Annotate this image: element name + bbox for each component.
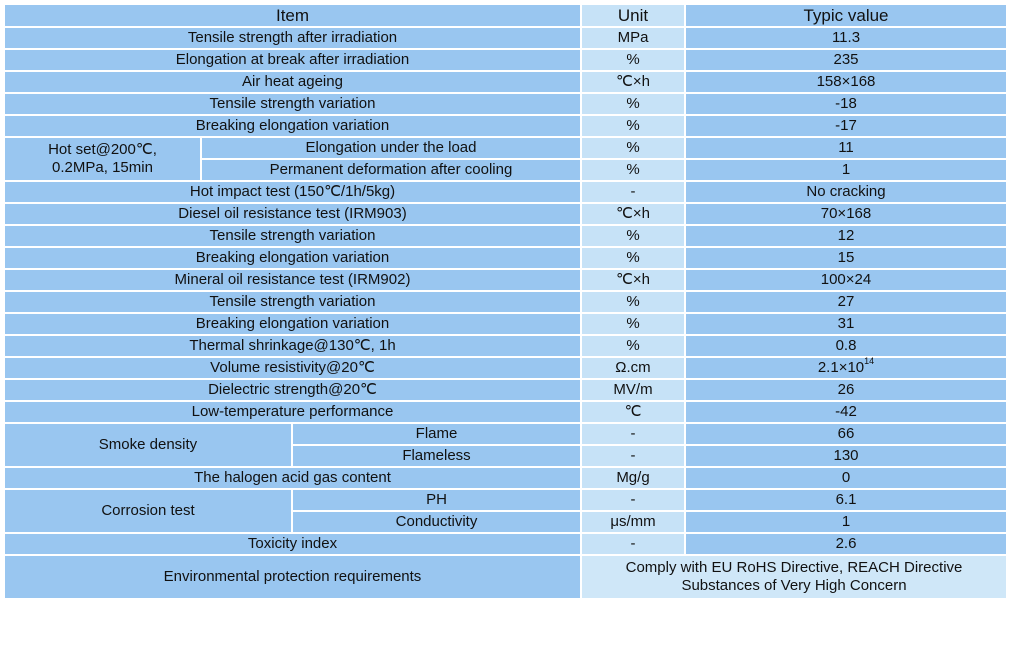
row-value: No cracking bbox=[685, 181, 1007, 203]
row-value: 235 bbox=[685, 49, 1007, 71]
row-unit: % bbox=[581, 115, 685, 137]
table-row bbox=[4, 93, 1007, 115]
table-header bbox=[4, 4, 1007, 27]
row-value: 2.6 bbox=[685, 533, 1007, 555]
row-value: 70×168 bbox=[685, 203, 1007, 225]
row-unit: - bbox=[581, 533, 685, 555]
table-row bbox=[4, 49, 1007, 71]
table-row bbox=[4, 71, 1007, 93]
row-value: 1 bbox=[685, 159, 1007, 181]
row-label: Tensile strength variation bbox=[4, 93, 581, 115]
table-row bbox=[4, 423, 1007, 445]
row-label: Hot impact test (150℃/1h/5kg) bbox=[4, 181, 581, 203]
table-row bbox=[4, 181, 1007, 203]
row-unit: Mg/g bbox=[581, 467, 685, 489]
row-value: 100×24 bbox=[685, 269, 1007, 291]
table-row bbox=[4, 467, 1007, 489]
row-label: Dielectric strength@20℃ bbox=[4, 379, 581, 401]
row-value: 0.8 bbox=[685, 335, 1007, 357]
row-label: Volume resistivity@20℃ bbox=[4, 357, 581, 379]
row-value: 6.1 bbox=[685, 489, 1007, 511]
row-unit: % bbox=[581, 291, 685, 313]
row-value: -42 bbox=[685, 401, 1007, 423]
table-row bbox=[4, 115, 1007, 137]
row-unit: ℃ bbox=[581, 401, 685, 423]
table-row bbox=[4, 225, 1007, 247]
table-row bbox=[4, 489, 1007, 511]
row-unit: - bbox=[581, 445, 685, 467]
row-value: -18 bbox=[685, 93, 1007, 115]
row-value: 130 bbox=[685, 445, 1007, 467]
row-value: 158×168 bbox=[685, 71, 1007, 93]
row-value bbox=[685, 357, 1007, 379]
row-unit: Ω.cm bbox=[581, 357, 685, 379]
table-row bbox=[4, 203, 1007, 225]
row-label: Toxicity index bbox=[4, 533, 581, 555]
row-value: 11.3 bbox=[685, 27, 1007, 49]
row-unit: MPa bbox=[581, 27, 685, 49]
value-base: 2.1×10 bbox=[817, 359, 865, 376]
table-row bbox=[4, 379, 1007, 401]
row-label: Mineral oil resistance test (IRM902) bbox=[4, 269, 581, 291]
hot-set-label-line1: Hot set@200℃, bbox=[48, 141, 157, 158]
row-label: Diesel oil resistance test (IRM903) bbox=[4, 203, 581, 225]
table-row bbox=[4, 401, 1007, 423]
row-value: 26 bbox=[685, 379, 1007, 401]
table-row bbox=[4, 27, 1007, 49]
spec-table-container bbox=[3, 3, 1008, 600]
row-unit: μs/mm bbox=[581, 511, 685, 533]
row-label: Breaking elongation variation bbox=[4, 115, 581, 137]
row-unit: - bbox=[581, 489, 685, 511]
row-label: Elongation at break after irradiation bbox=[4, 49, 581, 71]
row-unit: - bbox=[581, 181, 685, 203]
row-value: 31 bbox=[685, 313, 1007, 335]
table-row bbox=[4, 313, 1007, 335]
row-value: 15 bbox=[685, 247, 1007, 269]
row-unit: % bbox=[581, 225, 685, 247]
row-unit: ℃×h bbox=[581, 71, 685, 93]
row-label: Conductivity bbox=[292, 511, 581, 533]
row-label: Tensile strength after irradiation bbox=[4, 27, 581, 49]
row-label: Flame bbox=[292, 423, 581, 445]
table-row bbox=[4, 533, 1007, 555]
hot-set-label bbox=[4, 137, 201, 181]
row-unit: ℃×h bbox=[581, 269, 685, 291]
row-label: Breaking elongation variation bbox=[4, 313, 581, 335]
smoke-density-label: Smoke density bbox=[4, 423, 292, 467]
table-row bbox=[4, 269, 1007, 291]
row-unit: - bbox=[581, 423, 685, 445]
row-unit: MV/m bbox=[581, 379, 685, 401]
row-value: 11 bbox=[685, 137, 1007, 159]
table-row bbox=[4, 137, 1007, 159]
row-unit: % bbox=[581, 49, 685, 71]
header-unit: Unit bbox=[581, 4, 685, 27]
row-unit: % bbox=[581, 137, 685, 159]
row-value: 27 bbox=[685, 291, 1007, 313]
header-item: Item bbox=[4, 4, 581, 27]
table-row bbox=[4, 291, 1007, 313]
table-row bbox=[4, 247, 1007, 269]
row-unit: % bbox=[581, 247, 685, 269]
row-unit: % bbox=[581, 159, 685, 181]
row-label: Elongation under the load bbox=[201, 137, 581, 159]
row-label: Environmental protection requirements bbox=[4, 555, 581, 599]
row-label: Permanent deformation after cooling bbox=[201, 159, 581, 181]
row-value: 12 bbox=[685, 225, 1007, 247]
env-value-line2: Substances of Very High Concern bbox=[681, 577, 907, 594]
row-label: Air heat ageing bbox=[4, 71, 581, 93]
table-row bbox=[4, 357, 1007, 379]
value-exponent: 14 bbox=[864, 356, 875, 366]
row-label: PH bbox=[292, 489, 581, 511]
hot-set-label-line2: 0.2MPa, 15min bbox=[52, 159, 153, 176]
corrosion-test-label: Corrosion test bbox=[4, 489, 292, 533]
table-row bbox=[4, 335, 1007, 357]
row-unit: ℃×h bbox=[581, 203, 685, 225]
row-value: 66 bbox=[685, 423, 1007, 445]
row-label: Tensile strength variation bbox=[4, 291, 581, 313]
env-value-line1: Comply with EU RoHS Directive, REACH Directive bbox=[625, 559, 963, 576]
row-label: Breaking elongation variation bbox=[4, 247, 581, 269]
row-label: Flameless bbox=[292, 445, 581, 467]
spec-table bbox=[3, 3, 1008, 600]
row-label: The halogen acid gas content bbox=[4, 467, 581, 489]
row-value: -17 bbox=[685, 115, 1007, 137]
row-unit: % bbox=[581, 93, 685, 115]
row-label: Low-temperature performance bbox=[4, 401, 581, 423]
row-unit: % bbox=[581, 313, 685, 335]
row-label: Thermal shrinkage@130℃, 1h bbox=[4, 335, 581, 357]
row-value: 0 bbox=[685, 467, 1007, 489]
row-label: Tensile strength variation bbox=[4, 225, 581, 247]
header-value: Typic value bbox=[685, 4, 1007, 27]
row-value: 1 bbox=[685, 511, 1007, 533]
row-unit: % bbox=[581, 335, 685, 357]
env-requirement-value bbox=[581, 555, 1007, 599]
table-row bbox=[4, 555, 1007, 599]
